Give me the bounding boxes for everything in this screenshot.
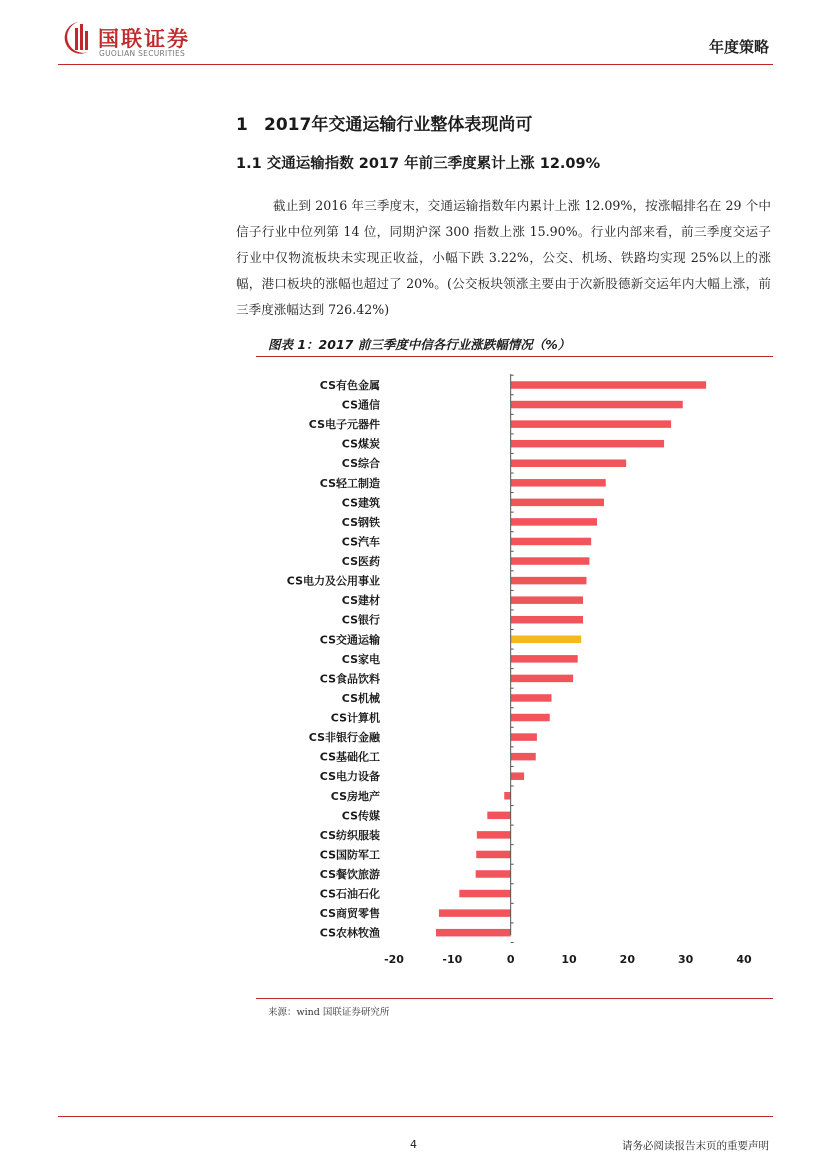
section-number: 1 <box>236 115 248 135</box>
category-label: CS石油石化 <box>319 887 380 901</box>
figure-title: 图表 1：2017 前三季度中信各行业涨跌幅情况（%） <box>268 337 571 352</box>
category-label: CS计算机 <box>330 711 380 725</box>
category-label: CS有色金属 <box>319 379 380 392</box>
page-number: 4 <box>410 1138 417 1151</box>
category-label: CS交通运输 <box>319 633 380 647</box>
bar <box>436 929 511 937</box>
bar <box>511 772 524 780</box>
category-label: CS煤炭 <box>341 437 380 451</box>
figure-top-rule <box>256 356 773 357</box>
x-tick-label: 40 <box>736 953 752 966</box>
bar <box>511 753 536 761</box>
figure-title-row <box>256 332 773 354</box>
x-tick-label: 20 <box>619 953 635 966</box>
category-label: CS综合 <box>341 457 380 471</box>
header-divider <box>58 64 773 65</box>
bar <box>511 401 683 409</box>
section-title: 2017年交通运输行业整体表现尚可 <box>264 115 533 135</box>
category-label: CS家电 <box>341 652 380 666</box>
report-type: 年度策略 <box>708 38 769 56</box>
bar <box>477 831 511 839</box>
category-label: CS餐饮旅游 <box>319 868 380 881</box>
bar <box>487 812 510 820</box>
bar <box>439 909 511 917</box>
logo-text-cn: 国联证券 <box>98 27 190 51</box>
bar <box>511 420 671 428</box>
bar <box>511 499 604 507</box>
bar <box>511 518 597 526</box>
x-tick-label: -10 <box>442 953 463 966</box>
bar <box>511 616 583 624</box>
category-label: CS医药 <box>341 555 380 569</box>
bar <box>459 890 510 898</box>
bar <box>511 479 606 487</box>
category-label: CS非银行金融 <box>308 731 380 745</box>
footer-divider <box>58 1116 773 1117</box>
bar <box>511 596 583 604</box>
category-label: CS电子元器件 <box>308 418 380 432</box>
bar <box>511 381 706 389</box>
figure-bottom-rule <box>256 998 773 999</box>
x-tick-label: -20 <box>384 953 404 966</box>
category-label: CS食品饮料 <box>319 672 380 686</box>
bar <box>511 714 550 722</box>
bar <box>511 577 587 585</box>
page-header <box>58 18 773 66</box>
disclaimer-note: 请务必阅读报告末页的重要声明 <box>622 1140 769 1152</box>
section-heading <box>236 110 532 135</box>
category-label: CS银行 <box>341 613 380 627</box>
figure-source: 来源：wind 国联证券研究所 <box>268 1007 390 1018</box>
category-label: CS建材 <box>341 594 380 608</box>
x-tick-label: 0 <box>506 953 515 966</box>
x-tick-label: 10 <box>561 953 577 966</box>
category-label: CS通信 <box>341 398 380 412</box>
category-label: CS轻工制造 <box>319 476 380 490</box>
category-label: CS钢铁 <box>341 515 380 529</box>
category-label: CS传媒 <box>341 809 380 823</box>
bar <box>476 851 510 859</box>
category-label: CS纺织服装 <box>319 828 380 842</box>
category-label: CS房地产 <box>330 789 380 803</box>
bar <box>511 636 582 644</box>
category-label: CS机械 <box>341 691 380 705</box>
category-label: CS国防军工 <box>319 848 380 862</box>
bar <box>511 459 627 467</box>
category-label: CS汽车 <box>341 535 380 549</box>
bar <box>511 440 664 448</box>
bar <box>511 538 592 546</box>
industry-returns-bar-chart <box>256 360 773 992</box>
logo-text-en: GUOLIAN SECURITIES <box>99 49 186 58</box>
bar <box>504 792 510 800</box>
bar <box>511 655 578 663</box>
subsection-heading: 1.1 交通运输指数 2017 年前三季度累计上涨 12.09% <box>236 156 601 172</box>
category-label: CS电力设备 <box>319 770 380 784</box>
bar <box>476 870 511 878</box>
logo-mark-icon <box>58 18 94 58</box>
bar <box>511 557 590 565</box>
bar <box>511 733 537 741</box>
category-label: CS农林牧渔 <box>319 926 380 940</box>
bar <box>511 675 573 683</box>
category-label: CS商贸零售 <box>319 907 380 921</box>
category-label: CS基础化工 <box>319 750 380 764</box>
category-label: CS电力及公用事业 <box>286 574 380 588</box>
body-paragraph: 截止到 2016 年三季度末，交通运输指数年内累计上涨 12.09%，按涨幅排名在 29 个中信子行业中位列第 14 位，同期沪深 300 指数上涨 15.90%。行业内部来看，前三季度交运子行业中仅物流板块未实现正收益，小幅下跌 3.22%，公交、机场、铁路均实现 25%以上的涨幅，港口板块的涨幅也超过了 20%。(公交板块领涨主要由于次新股德新交运年内大幅上涨，前三季度涨幅达到 726.42%) <box>236 198 771 317</box>
bar <box>511 694 552 702</box>
category-label: CS建筑 <box>341 496 380 510</box>
company-logo <box>58 18 218 62</box>
x-tick-label: 30 <box>678 953 694 966</box>
